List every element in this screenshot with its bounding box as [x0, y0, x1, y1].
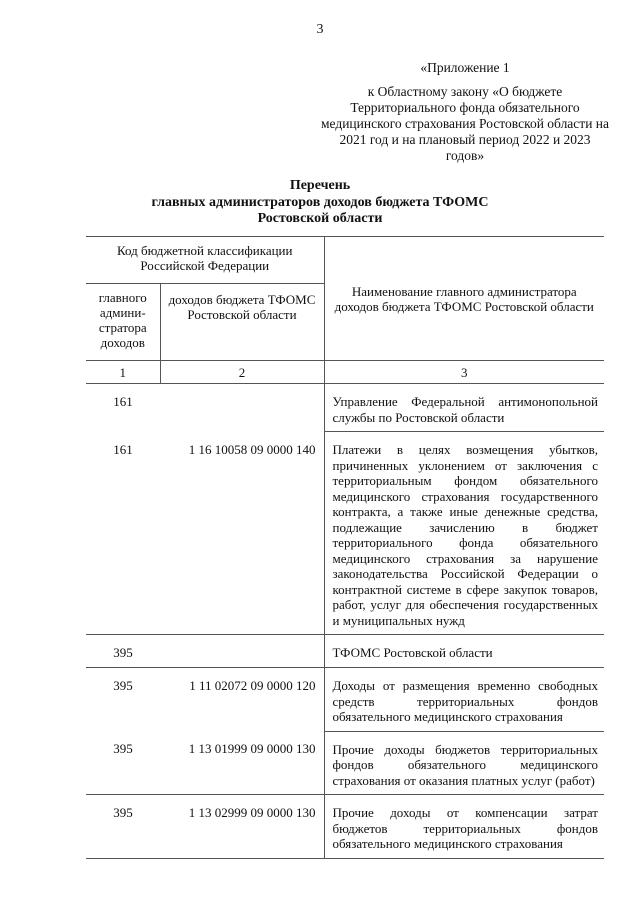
table-row: [86, 668, 604, 732]
administrator-name: Прочие доходы от компенсации затрат бюджетов территориальных фондов обязательного медицинского страхования: [324, 795, 604, 859]
table-row: [86, 635, 604, 668]
heading-line-2: главных администраторов доходов бюджета ТФОМС: [151, 194, 489, 210]
heading-line-3: Ростовской области: [257, 211, 383, 226]
col-number-3: 3: [324, 361, 604, 384]
admin-code: 161: [113, 441, 133, 457]
administrator-name: ТФОМС Ростовской области: [324, 635, 604, 668]
column-number-row: [86, 361, 604, 384]
header-name-cell: Наименование главного администратора доходов бюджета ТФОМС Ростовской области: [324, 237, 604, 361]
revenue-code: [160, 384, 324, 432]
appendix-title: «Приложение 1: [420, 60, 510, 75]
admin-code: 395: [86, 795, 160, 859]
revenue-code: 1 11 02072 09 0000 120: [189, 678, 316, 693]
revenue-code: 1 16 10058 09 0000 140: [188, 441, 316, 457]
table-row: [86, 795, 604, 859]
col-number-1: 1: [86, 361, 160, 384]
admin-code: 395: [113, 678, 133, 693]
page-number: 3: [316, 22, 324, 37]
appendix-text: к Областному закону «О бюджете Территориального фонда обязательного медицинского страхования Ростовской области на 2021 год и на плановый период 2022 и 2023 годов»: [320, 84, 610, 163]
administrator-name: Платежи в целях возмещения убытков, причиненных уклонением от заключения с территориальным фондом обязательного медицинского страхования государственного контракта, а также иные денежные средства, подлежащие зачислению в бюджет территориального фонда обязательного медицинского страхования за нарушение законодательства Российской Федерации о контрактной системе в сфере закупок товаров, работ, услуг для обеспечения государственных и муниципальных нужд: [324, 432, 604, 635]
revenue-code: 1 13 02999 09 0000 130: [160, 795, 324, 859]
administrator-name: Доходы от размещения временно свободных средств территориальных фондов обязательного медицинского страхования: [324, 668, 604, 732]
heading-line-1: Перечень: [289, 178, 351, 193]
admin-code: 395: [86, 731, 160, 795]
administrator-name: Управление Федеральной антимонопольной службы по Ростовской области: [324, 384, 604, 432]
header-code-cell: доходов бюджета ТФОМС Ростовской области: [160, 284, 324, 361]
revenue-code: [160, 635, 324, 668]
appendix-block: [320, 60, 610, 164]
col-number-2: 2: [160, 361, 324, 384]
document-heading: [90, 178, 550, 228]
table-row: [86, 432, 604, 635]
table-row: [86, 731, 604, 795]
table-header-row: [86, 237, 604, 284]
administrator-name: Прочие доходы бюджетов территориальных фондов обязательного медицинского страхования от оказания платных услуг (работ): [324, 731, 604, 795]
admin-code: 395: [86, 635, 160, 668]
admin-code: 161: [113, 394, 133, 409]
header-admin-cell: главного админи-стратора доходов: [86, 284, 160, 361]
revenue-code: 1 13 01999 09 0000 130: [160, 731, 324, 795]
header-group-cell: Код бюджетной классификации Российской Федерации: [86, 237, 324, 284]
administrators-table: [86, 236, 604, 859]
table-row: [86, 384, 604, 432]
